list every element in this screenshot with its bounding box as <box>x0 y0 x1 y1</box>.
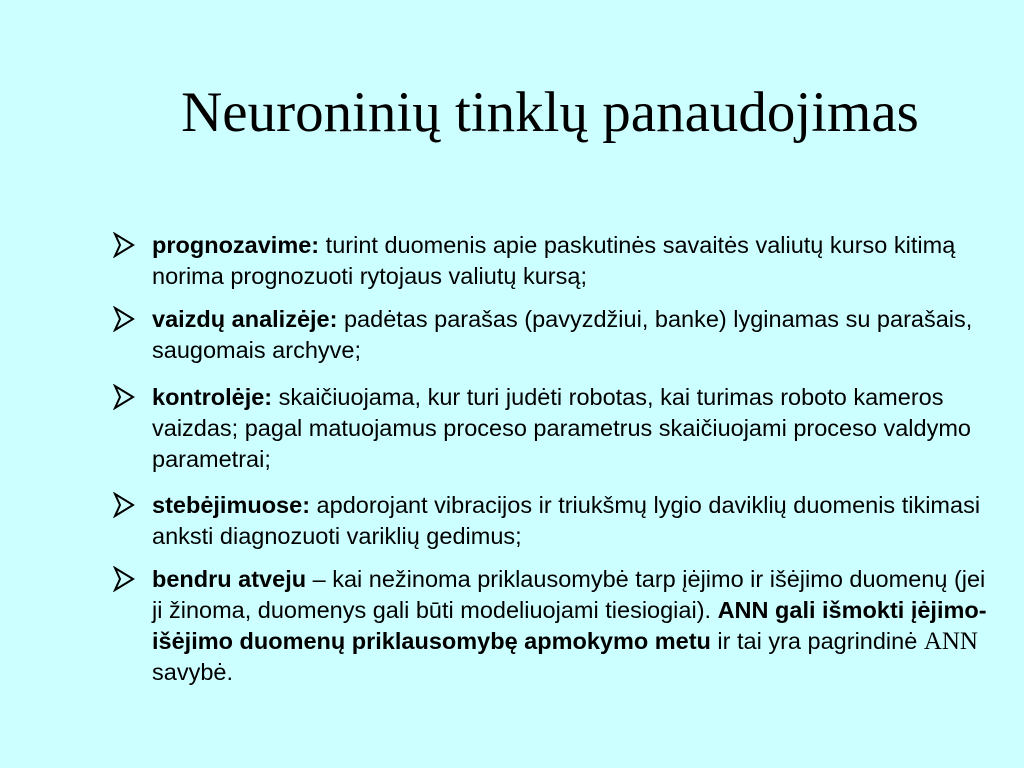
bullet-text: apdorojant vibracijos ir triukšmų lygio daviklių duomenis tikimasi anksti diagnozuoti variklių gedimus; <box>152 492 981 549</box>
bullet-text: turint duomenis apie paskutinės savaitės valiutų kurso kitimą norima prognozuoti rytojaus valiutų kursą; <box>152 232 956 289</box>
bullet-term: vaizdų analizėje: <box>152 306 338 332</box>
bullet-tail-end: savybė. <box>152 659 233 685</box>
bullet-term: kontrolėje: <box>152 384 273 410</box>
arrow-bullet-icon <box>113 232 135 258</box>
arrow-bullet-icon <box>113 306 135 332</box>
bullet-text: padėtas parašas (pavyzdžiui, banke) lyginamas su parašais, saugomais archyve; <box>152 306 973 363</box>
bullet-term: prognozavime: <box>152 232 320 258</box>
bullet-term: stebėjimuose: <box>152 492 311 518</box>
bullet-item-stebejimai <box>113 490 993 552</box>
slide-title: Neuroninių tinklų panaudojimas <box>181 81 919 144</box>
bullet-item-kontrole <box>113 382 993 475</box>
bullet-text: skaičiuojama, kur turi judėti robotas, kai turimas roboto kameros vaizdas; pagal matuojamus proceso parametrus skaičiuojami proceso valdymo parametrai; <box>152 384 971 472</box>
bullet-text: – kai nežinoma priklausomybė tarp įėjimo ir išėjimo duomenų (jei ji žinoma, duomenys gali būti modeliuojami tiesiogiai). <box>152 566 986 623</box>
bullet-term: bendru atveju <box>152 566 307 592</box>
bullet-emphasis: ANN gali išmokti įėjimo-išėjimo duomenų priklausomybę apmokymo metu <box>152 597 987 654</box>
arrow-bullet-icon <box>113 566 135 592</box>
bullet-list <box>113 230 993 700</box>
ann-abbreviation: ANN <box>923 628 978 655</box>
bullet-tail: ir tai yra pagrindinė <box>710 628 924 654</box>
arrow-bullet-icon <box>113 384 135 410</box>
bullet-item-vaizdu-analize <box>113 304 993 366</box>
bullet-item-bendru-atveju <box>113 564 993 688</box>
arrow-bullet-icon <box>113 492 135 518</box>
bullet-item-prognozavime <box>113 230 993 292</box>
